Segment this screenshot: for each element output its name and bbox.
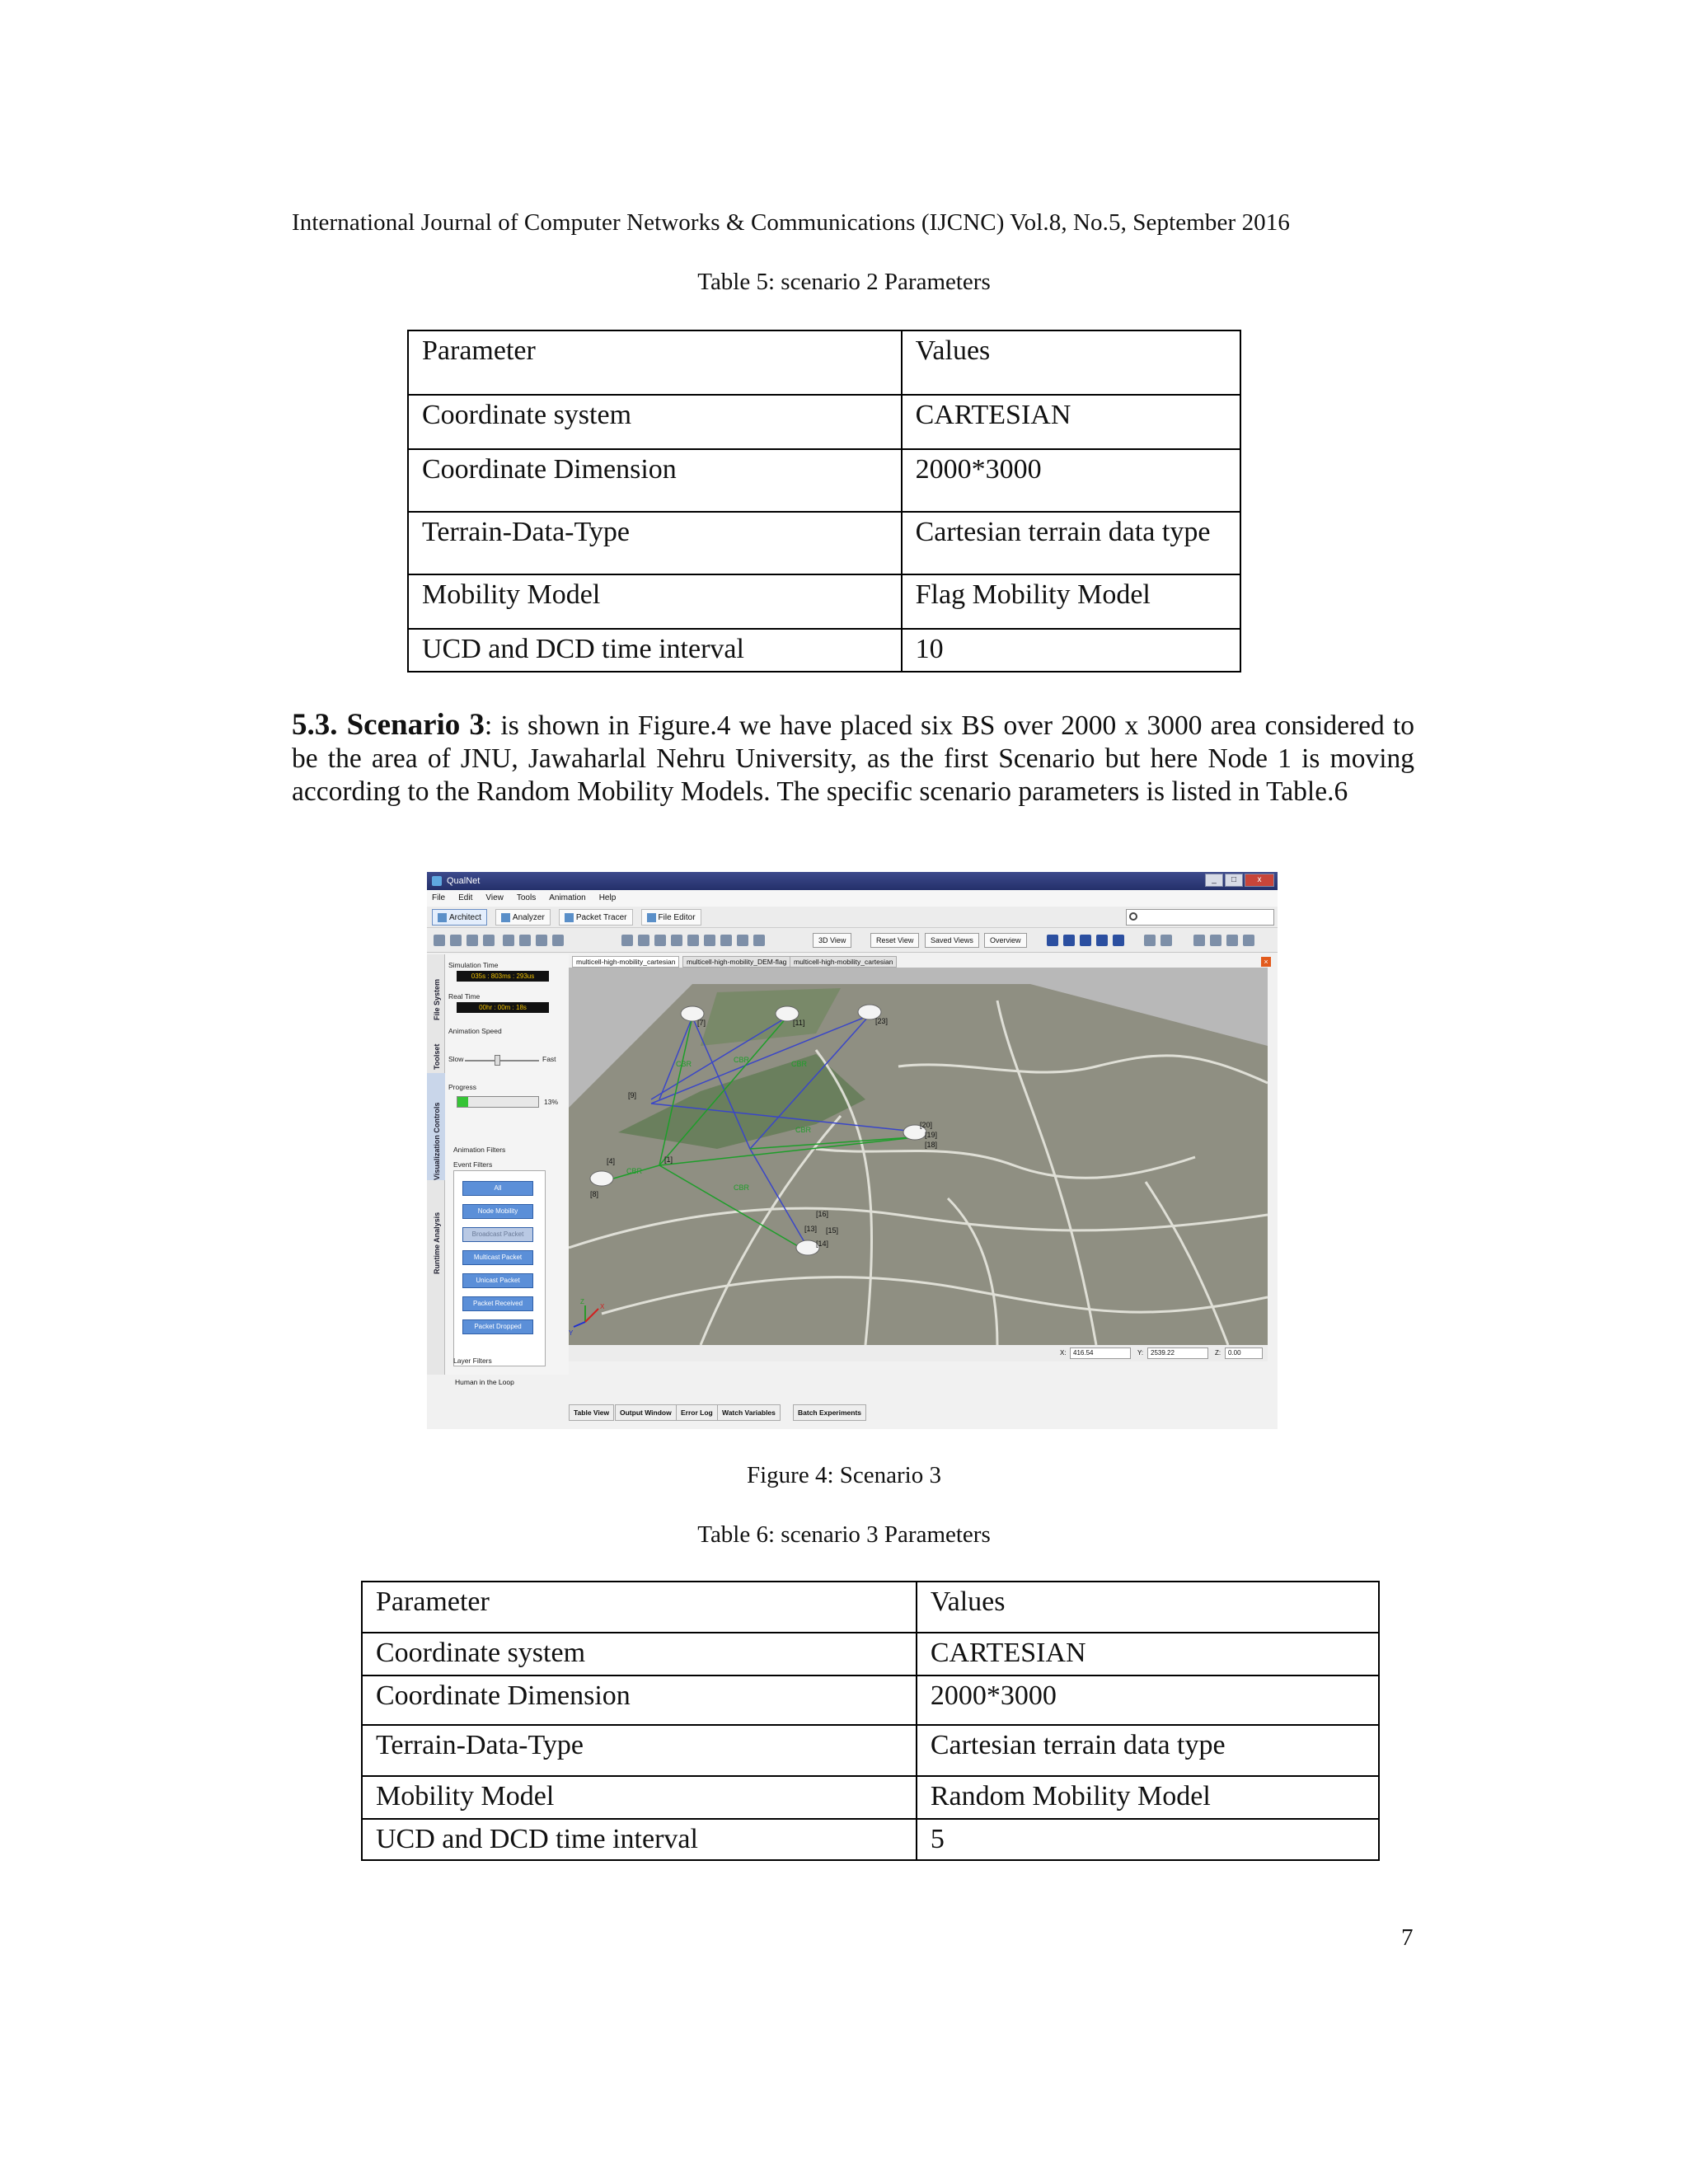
analyzer-icon	[501, 913, 510, 922]
link-label: CBR	[676, 1060, 692, 1068]
menu-view[interactable]: View	[485, 893, 504, 902]
table5-caption: Table 5: scenario 2 Parameters	[697, 269, 991, 295]
stop-icon[interactable]	[1063, 935, 1075, 946]
table-cell: Parameter	[362, 1582, 917, 1633]
speed-slider-track[interactable]	[465, 1060, 539, 1062]
axis-label: Y	[569, 1329, 574, 1337]
tab-error-log[interactable]: Error Log	[676, 1404, 718, 1421]
table-row	[362, 1776, 1379, 1819]
table-cell: CARTESIAN	[917, 1633, 1379, 1675]
layer-filters-label: Layer Filters	[453, 1357, 492, 1365]
sim-time-label: Simulation Time	[448, 961, 499, 969]
node-label: [16]	[816, 1210, 829, 1218]
paste-icon[interactable]	[536, 935, 547, 946]
save-icon[interactable]	[467, 935, 478, 946]
side-tabs	[427, 954, 445, 1375]
table6-caption: Table 6: scenario 3 Parameters	[697, 1521, 991, 1548]
table-row	[408, 330, 1240, 395]
node-label: [18]	[925, 1141, 938, 1149]
tab-toolset[interactable]	[427, 1024, 445, 1070]
y-coord-field[interactable]: 2539.22	[1147, 1347, 1208, 1359]
filter-unicast-button[interactable]: Unicast Packet	[462, 1273, 533, 1288]
close-button[interactable]: x	[1245, 874, 1274, 887]
rewind-icon[interactable]	[1047, 935, 1058, 946]
table-cell: Coordinate Dimension	[362, 1675, 917, 1725]
y-coord-label: Y:	[1137, 1349, 1144, 1357]
filter-received-button[interactable]: Packet Received	[462, 1296, 533, 1311]
slow-label: Slow	[448, 1055, 464, 1063]
z-coord-label: Z:	[1215, 1349, 1221, 1357]
rotate-icon[interactable]	[671, 935, 682, 946]
edit-icon[interactable]	[1144, 935, 1156, 946]
tab-scenario-cartesian-2[interactable]: multicell-high-mobility_cartesian	[790, 956, 897, 968]
event-filters-label: Event Filters	[453, 1160, 493, 1169]
axis-label: Z	[580, 1298, 584, 1305]
figure-caption: Figure 4: Scenario 3	[747, 1462, 941, 1488]
record-icon[interactable]	[1226, 935, 1238, 946]
link-label: CBR	[734, 1056, 750, 1064]
section-body: : is shown in Figure.4 we have placed six BS over 2000 x 3000 area considered to be the area of JNU, Jawaharlal Nehru University, as the first Scenario but here Node 1 is moving according to the Random Mobility Models. The specific scenario parameters is listed in Table.6	[292, 710, 1415, 807]
fast-forward-icon[interactable]	[1113, 935, 1124, 946]
node-label: [19]	[925, 1131, 938, 1139]
fast-label: Fast	[542, 1055, 556, 1063]
filter-all-button[interactable]: All	[462, 1181, 533, 1196]
tab-scenario-cartesian[interactable]: multicell-high-mobility_cartesian	[572, 956, 679, 968]
section-paragraph	[292, 709, 1414, 808]
node-label: [14]	[816, 1240, 829, 1248]
filter-node-mobility-button[interactable]: Node Mobility	[462, 1204, 533, 1219]
menu-edit[interactable]: Edit	[458, 893, 473, 902]
sim-time-value: 035s : 803ms : 293us	[457, 971, 549, 982]
link-label: CBR	[791, 1060, 808, 1068]
pause-icon[interactable]	[1080, 935, 1091, 946]
close-tab-icon[interactable]: ×	[1261, 957, 1271, 967]
mode-packet-tracer[interactable]	[559, 909, 633, 926]
tab-file-system[interactable]	[427, 958, 445, 1020]
mode-file-editor[interactable]	[641, 909, 701, 926]
anim-speed-label: Animation Speed	[448, 1027, 502, 1035]
zoom-in-icon[interactable]	[687, 935, 699, 946]
document-tabs	[569, 956, 1278, 968]
table-cell: Coordinate system	[408, 395, 902, 449]
copy-icon[interactable]	[519, 935, 531, 946]
menu-animation[interactable]: Animation	[549, 893, 586, 902]
export-icon[interactable]	[1193, 935, 1205, 946]
delete-icon[interactable]	[552, 935, 564, 946]
search-icon	[1129, 912, 1137, 921]
menu-bar	[427, 890, 1278, 907]
tab-label: Runtime Analysis	[433, 1212, 441, 1274]
table-row	[362, 1725, 1379, 1776]
filter-dropped-button[interactable]: Packet Dropped	[462, 1319, 533, 1334]
table-row	[408, 395, 1240, 449]
chart-icon[interactable]	[1160, 935, 1172, 946]
table-cell: Coordinate system	[362, 1633, 917, 1675]
tab-label: Toolset	[433, 1043, 441, 1070]
minimize-button[interactable]: _	[1205, 874, 1223, 887]
filter-broadcast-button[interactable]: Broadcast Packet	[462, 1227, 533, 1242]
app-title: QualNet	[447, 876, 481, 886]
table-cell: 5	[917, 1819, 1379, 1860]
mode-label: Architect	[449, 912, 481, 922]
qualnet-app-icon	[432, 876, 442, 886]
table-cell: Values	[917, 1582, 1379, 1633]
file-editor-icon	[647, 913, 656, 922]
mode-label: Packet Tracer	[575, 912, 627, 922]
mode-architect[interactable]	[432, 909, 487, 926]
tab-batch-experiments[interactable]: Batch Experiments	[793, 1404, 866, 1421]
table-cell: CARTESIAN	[902, 395, 1240, 449]
table-row	[408, 574, 1240, 629]
z-coord-field[interactable]: 0.00	[1225, 1347, 1263, 1359]
tab-scenario-dem-flag[interactable]: multicell-high-mobility_DEM-flag	[682, 956, 790, 968]
human-loop-label: Human in the Loop	[455, 1378, 514, 1386]
node-label: [23]	[875, 1017, 889, 1025]
table-cell: UCD and DCD time interval	[408, 629, 902, 672]
reset-view-button[interactable]: Reset View	[870, 933, 919, 948]
base-station-icon[interactable]	[590, 1171, 613, 1186]
x-coord-field[interactable]: 416.54	[1070, 1347, 1131, 1359]
tab-table-view[interactable]: Table View	[569, 1404, 614, 1421]
tab-label: File System	[433, 978, 441, 1020]
progress-fill	[457, 1097, 468, 1107]
table-cell: Parameter	[408, 330, 902, 395]
terrain-plane	[569, 984, 1268, 1345]
speed-slider-handle[interactable]	[495, 1055, 500, 1066]
table-cell: Flag Mobility Model	[902, 574, 1240, 629]
node-label: [15]	[826, 1226, 839, 1235]
run-icon[interactable]	[1243, 935, 1254, 946]
visualization-panel	[445, 954, 569, 1375]
node-label: [1]	[664, 1155, 673, 1164]
tab-output-window[interactable]: Output Window	[615, 1404, 677, 1421]
link-label: CBR	[626, 1167, 643, 1175]
table-cell: 2000*3000	[902, 449, 1240, 512]
table-cell: 10	[902, 629, 1240, 672]
table-cell: Coordinate Dimension	[408, 449, 902, 512]
table6	[361, 1581, 1380, 1861]
link-label: CBR	[795, 1126, 812, 1134]
lasso-icon[interactable]	[638, 935, 649, 946]
pan-icon[interactable]	[654, 935, 666, 946]
overview-button[interactable]: Overview	[984, 933, 1027, 948]
real-time-value: 00hr : 00m : 18s	[457, 1002, 549, 1013]
progress-label: Progress	[448, 1083, 477, 1091]
progress-text: 13%	[544, 1098, 559, 1106]
table-row	[408, 449, 1240, 512]
section-number: 5.3.	[292, 708, 338, 742]
real-time-label: Real Time	[448, 992, 481, 1001]
tab-watch-variables[interactable]: Watch Variables	[717, 1404, 781, 1421]
tab-runtime-analysis[interactable]	[427, 1183, 445, 1274]
event-filter-list	[453, 1170, 546, 1366]
table-row	[362, 1633, 1379, 1675]
mode-analyzer[interactable]	[495, 909, 551, 926]
3d-view-button[interactable]: 3D View	[813, 933, 851, 948]
grid-icon[interactable]	[737, 935, 748, 946]
page-number: 7	[1401, 1924, 1414, 1951]
table-cell: Mobility Model	[362, 1776, 917, 1819]
table-cell: Random Mobility Model	[917, 1776, 1379, 1819]
node-label: [9]	[628, 1091, 637, 1099]
axis-label: X	[600, 1303, 605, 1310]
table-cell: Terrain-Data-Type	[362, 1725, 917, 1776]
terrain-map	[569, 968, 1268, 1345]
3d-terrain-view[interactable]	[569, 968, 1268, 1345]
animation-filters-label: Animation Filters	[453, 1146, 506, 1154]
link-label: CBR	[734, 1183, 750, 1192]
cut-icon[interactable]	[503, 935, 514, 946]
table-row	[362, 1819, 1379, 1860]
section-title: Scenario 3	[346, 708, 485, 742]
table-cell: Values	[902, 330, 1240, 395]
link-icon[interactable]	[720, 935, 732, 946]
table-row	[408, 512, 1240, 574]
search-input[interactable]	[1126, 909, 1274, 926]
select-icon[interactable]	[621, 935, 633, 946]
tab-visualization-controls[interactable]	[427, 1073, 445, 1180]
architect-icon	[438, 913, 447, 922]
coordinate-bar	[569, 1345, 1268, 1361]
node-label: [8]	[590, 1190, 599, 1198]
table-cell: Cartesian terrain data type	[917, 1725, 1379, 1776]
mode-label: Analyzer	[512, 912, 545, 922]
figure-screenshot	[427, 872, 1278, 1429]
toolbar	[427, 928, 1278, 953]
section-heading	[292, 708, 485, 742]
table-cell: UCD and DCD time interval	[362, 1819, 917, 1860]
node-label: [4]	[607, 1157, 616, 1165]
table-cell: 2000*3000	[917, 1675, 1379, 1725]
table-row	[362, 1675, 1379, 1725]
open-icon[interactable]	[450, 935, 462, 946]
menu-file[interactable]: File	[432, 893, 446, 902]
node-label: [7]	[697, 1019, 706, 1027]
menu-tools[interactable]: Tools	[516, 893, 537, 902]
progress-bar	[457, 1096, 539, 1108]
new-icon[interactable]	[434, 935, 445, 946]
menu-help[interactable]: Help	[598, 893, 617, 902]
table-row	[408, 629, 1240, 672]
running-header: International Journal of Computer Networks & Communications (IJCNC) Vol.8, No.5, September 2016	[292, 209, 1290, 236]
node-label: [13]	[804, 1225, 818, 1233]
refresh-icon[interactable]	[753, 935, 765, 946]
table-cell: Cartesian terrain data type	[902, 512, 1240, 574]
table-cell: Mobility Model	[408, 574, 902, 629]
app-titlebar	[427, 872, 1278, 890]
x-coord-label: X:	[1060, 1349, 1067, 1357]
zoom-out-icon[interactable]	[704, 935, 715, 946]
packet-tracer-icon	[565, 913, 574, 922]
table-row	[362, 1582, 1379, 1633]
node-label: [11]	[793, 1019, 805, 1027]
filter-multicast-button[interactable]: Multicast Packet	[462, 1250, 533, 1265]
play-icon[interactable]	[1096, 935, 1108, 946]
table-cell: Terrain-Data-Type	[408, 512, 902, 574]
table5	[407, 330, 1241, 673]
gear-icon[interactable]	[1210, 935, 1221, 946]
print-icon[interactable]	[483, 935, 495, 946]
mode-label: File Editor	[658, 912, 696, 922]
maximize-button[interactable]: □	[1225, 874, 1243, 887]
saved-views-button[interactable]: Saved Views	[925, 933, 979, 948]
tab-label: Visualization Controls	[433, 1102, 441, 1180]
node-label: [20]	[920, 1121, 933, 1129]
